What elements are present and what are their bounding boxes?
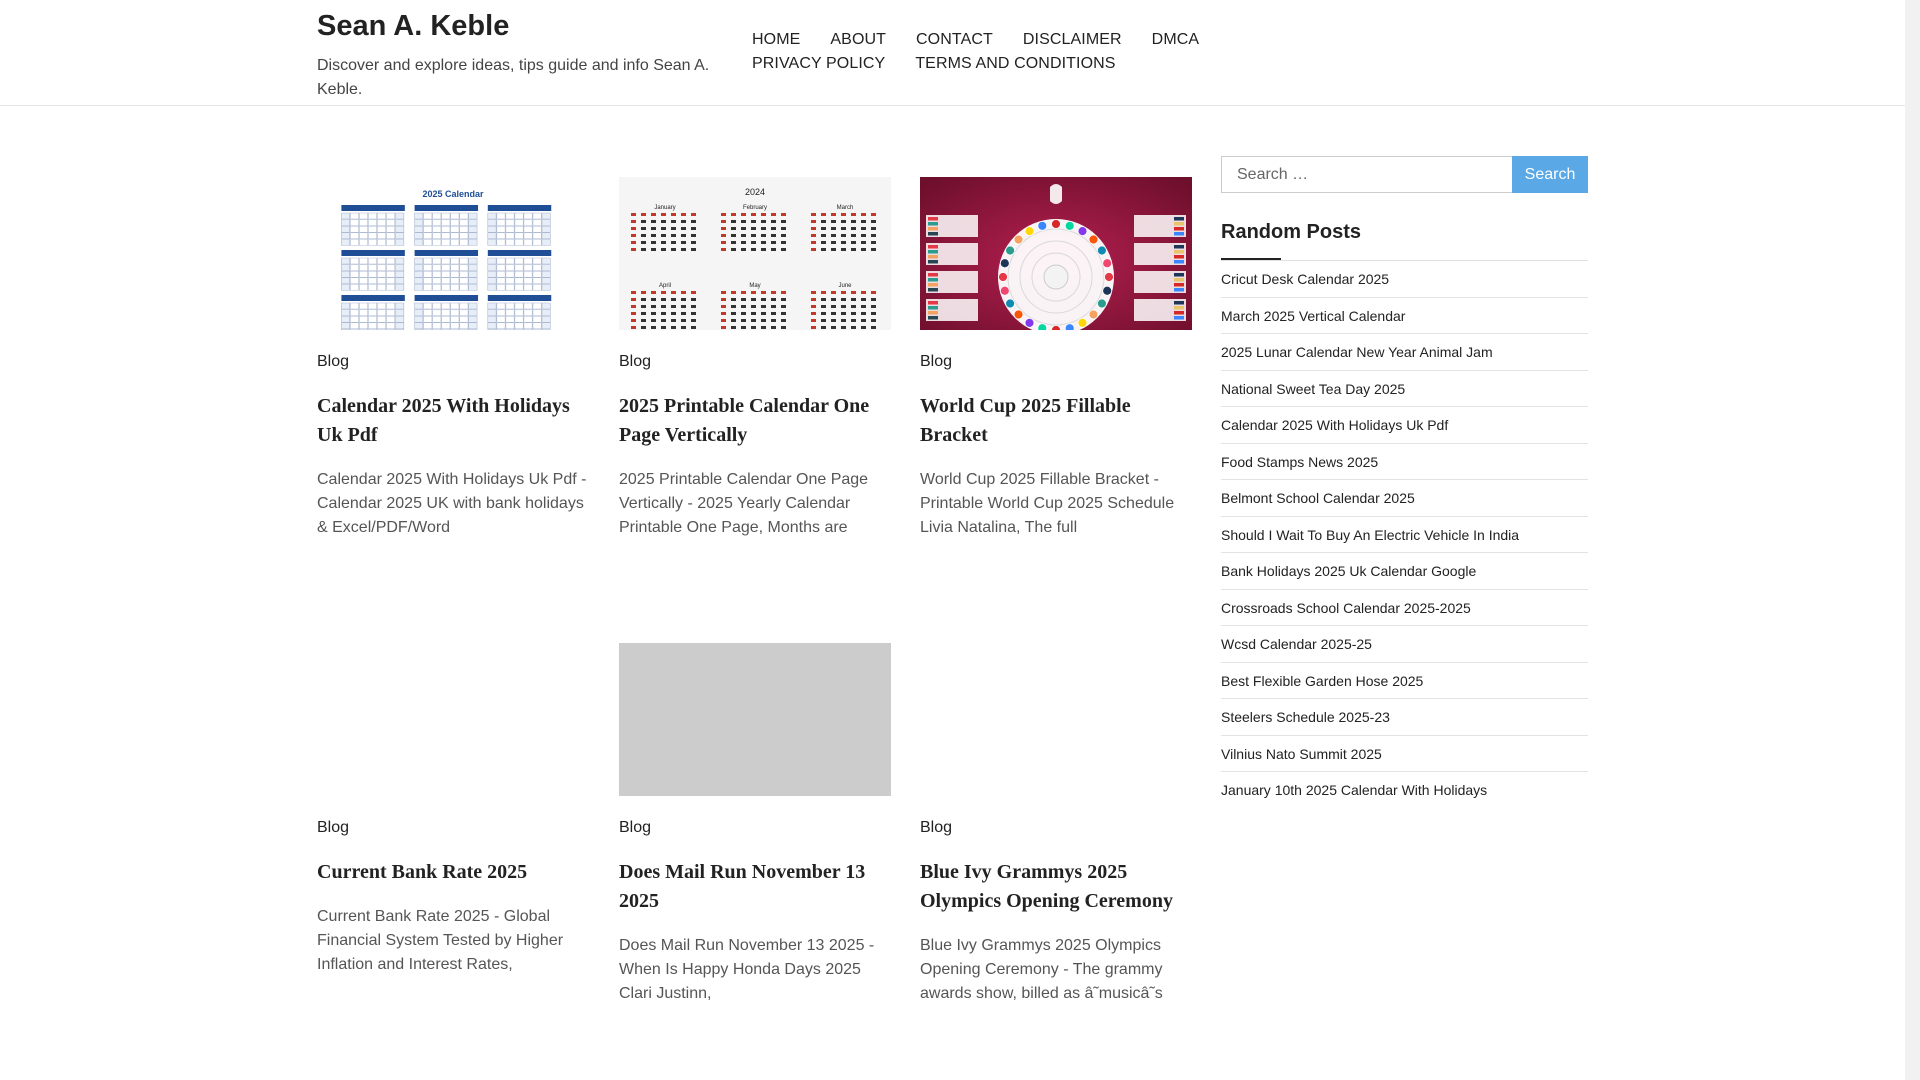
- random-post-link[interactable]: Cricut Desk Calendar 2025: [1221, 271, 1390, 287]
- post-thumbnail-2025-calendar[interactable]: [317, 177, 589, 330]
- month-label: June: [838, 283, 852, 289]
- nav-home[interactable]: HOME: [752, 31, 801, 48]
- post-category[interactable]: Blog: [619, 353, 652, 370]
- list-item: [1221, 699, 1588, 736]
- world-cup-bracket-image: [920, 177, 1192, 330]
- calendar-year: 2024: [744, 187, 766, 197]
- random-post-link[interactable]: Crossroads School Calendar 2025-2025: [1221, 599, 1471, 616]
- list-item: [1221, 772, 1588, 809]
- post-excerpt: Calendar 2025 With Holidays Uk Pdf - Calendar 2025 UK with bank holidays & Excel/PDF/Word: [317, 471, 587, 536]
- post-title[interactable]: Calendar 2025 With Holidays Uk Pdf: [317, 395, 570, 446]
- post-title[interactable]: Blue Ivy Grammys 2025 Olympics Opening Ceremony: [920, 861, 1173, 912]
- search-form: [1221, 156, 1588, 193]
- random-post-link[interactable]: Belmont School Calendar 2025: [1221, 490, 1415, 506]
- post-card: [920, 177, 1192, 540]
- post-title[interactable]: Does Mail Run November 13 2025: [619, 861, 866, 912]
- list-item: [1221, 626, 1588, 663]
- random-post-link[interactable]: 2025 Lunar Calendar New Year Animal Jam: [1221, 344, 1493, 360]
- post-category[interactable]: Blog: [920, 353, 953, 370]
- list-item: [1221, 480, 1588, 517]
- random-posts-title: Random Posts: [1221, 221, 1588, 260]
- list-item: [1221, 590, 1588, 627]
- post-card: [317, 177, 589, 540]
- nav-dmca[interactable]: DMCA: [1151, 31, 1200, 48]
- post-thumbnail-empty: [317, 643, 589, 796]
- post-thumbnail-empty: [920, 643, 1192, 796]
- calendar-2024-image: [619, 177, 891, 330]
- site-title[interactable]: Sean A. Keble: [317, 10, 510, 42]
- post-card: [619, 643, 891, 1006]
- main-navigation: [752, 28, 1392, 76]
- month-label: January: [654, 205, 676, 211]
- list-item: [1221, 334, 1588, 371]
- post-card: [317, 643, 589, 977]
- list-item: [1221, 517, 1588, 554]
- list-item: [1221, 553, 1588, 590]
- random-post-link[interactable]: National Sweet Tea Day 2025: [1221, 380, 1406, 397]
- random-post-link[interactable]: Food Stamps News 2025: [1221, 453, 1379, 470]
- post-thumbnail-placeholder[interactable]: [619, 643, 891, 796]
- branding: [317, 8, 717, 102]
- list-item: [1221, 407, 1588, 444]
- list-item: [1221, 261, 1588, 298]
- nav-contact[interactable]: CONTACT: [916, 31, 993, 48]
- post-title[interactable]: Current Bank Rate 2025: [317, 861, 528, 883]
- post-excerpt: 2025 Printable Calendar One Page Vertically - 2025 Yearly Calendar Printable One Page, Months are: [619, 471, 869, 536]
- random-post-link[interactable]: Wcsd Calendar 2025-25: [1221, 636, 1372, 652]
- post-category[interactable]: Blog: [317, 353, 350, 370]
- search-button[interactable]: Search: [1512, 156, 1588, 193]
- site-description: Discover and explore ideas, tips guide and info Sean A. Keble.: [317, 57, 710, 98]
- page-scrollbar[interactable]: [1905, 0, 1920, 1080]
- list-item: [1221, 298, 1588, 335]
- random-post-link[interactable]: Calendar 2025 With Holidays Uk Pdf: [1221, 417, 1449, 433]
- month-label: May: [749, 283, 761, 289]
- post-excerpt: Does Mail Run November 13 2025 - When Is Happy Honda Days 2025 Clari Justinn,: [619, 937, 875, 1002]
- nav-disclaimer[interactable]: DISCLAIMER: [1022, 31, 1122, 48]
- post-excerpt: Blue Ivy Grammys 2025 Olympics Opening Ceremony - The grammy awards show, billed as â˜musicâ˜s: [920, 937, 1163, 1002]
- random-post-link[interactable]: March 2025 Vertical Calendar: [1221, 307, 1406, 324]
- search-input[interactable]: [1221, 156, 1512, 193]
- month-label: February: [742, 205, 768, 211]
- list-item: [1221, 663, 1588, 700]
- post-card: [920, 643, 1192, 1006]
- nav-privacy-policy[interactable]: PRIVACY POLICY: [752, 55, 886, 72]
- list-item: [1221, 371, 1588, 408]
- nav-about[interactable]: ABOUT: [830, 31, 887, 48]
- calendar-2025-image: [317, 177, 589, 330]
- month-label: April: [658, 283, 672, 289]
- post-category[interactable]: Blog: [317, 819, 350, 836]
- sidebar: [1221, 156, 1588, 809]
- month-label: March: [836, 205, 854, 211]
- post-category[interactable]: Blog: [920, 819, 953, 836]
- random-post-link[interactable]: Steelers Schedule 2025-23: [1221, 709, 1390, 725]
- calendar-heading: 2025 Calendar: [422, 189, 484, 199]
- list-item: [1221, 736, 1588, 773]
- random-post-link[interactable]: January 10th 2025 Calendar With Holidays: [1221, 782, 1488, 798]
- random-post-link[interactable]: Vilnius Nato Summit 2025: [1221, 745, 1382, 762]
- post-excerpt: World Cup 2025 Fillable Bracket - Printable World Cup 2025 Schedule Livia Natalina, The full: [920, 471, 1175, 536]
- post-card: [619, 177, 891, 540]
- post-title[interactable]: 2025 Printable Calendar One Page Vertically: [619, 395, 870, 446]
- post-thumbnail-printable-calendar[interactable]: [619, 177, 891, 330]
- trophy-icon: [1050, 184, 1062, 204]
- nav-terms-and-conditions[interactable]: TERMS AND CONDITIONS: [915, 55, 1116, 72]
- post-thumbnail-world-cup[interactable]: [920, 177, 1192, 330]
- post-title[interactable]: World Cup 2025 Fillable Bracket: [920, 395, 1131, 446]
- site-header: [0, 0, 1905, 106]
- list-item: [1221, 444, 1588, 481]
- random-posts-list: [1221, 261, 1588, 809]
- random-post-link[interactable]: Bank Holidays 2025 Uk Calendar Google: [1221, 563, 1477, 579]
- post-excerpt: Current Bank Rate 2025 - Global Financial System Tested by Higher Inflation and Interest Rates,: [317, 908, 564, 973]
- post-category[interactable]: Blog: [619, 819, 652, 836]
- random-post-link[interactable]: Best Flexible Garden Hose 2025: [1221, 672, 1424, 689]
- random-post-link[interactable]: Should I Wait To Buy An Electric Vehicle In India: [1221, 526, 1520, 543]
